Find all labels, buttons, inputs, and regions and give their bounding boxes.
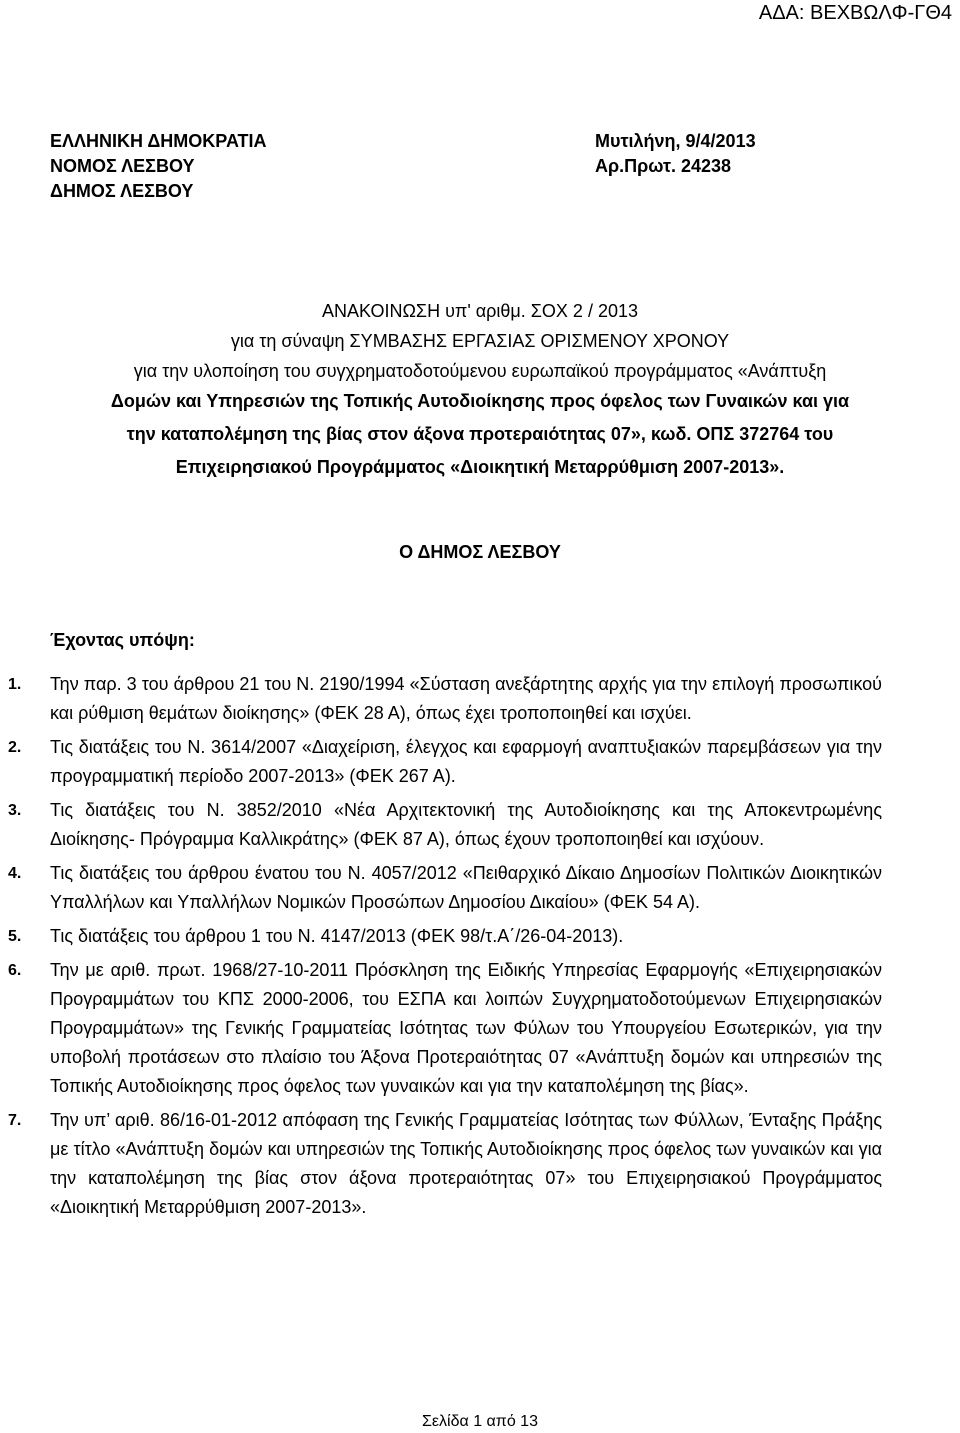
issuer-line: ΝΟΜΟΣ ΛΕΣΒΟΥ: [50, 156, 195, 176]
item-number: 6.: [8, 962, 22, 979]
protocol-number: Αρ.Πρωτ. 24238: [595, 156, 732, 176]
item-text: Τις διατάξεις του Ν. 3614/2007 «Διαχείριση, έλεγχος και εφαρμογή αναπτυξιακών παρεμβάσεων για την προγραμματική περίοδο 2007-2013» (ΦΕΚ 267 Α).: [50, 737, 882, 786]
title-line-5: την καταπολέμηση της βίας στον άξονα προτεραιότητας 07», κωδ. ΟΠΣ 372764 του: [126, 424, 834, 444]
item-text: Την με αριθ. πρωτ. 1968/27-10-2011 Πρόσκληση της Ειδικής Υπηρεσίας Εφαρμογής «Επιχειρησιακών Προγραμμάτων του ΚΠΣ 2000-2006, του ΕΣΠΑ και λοιπών Συγχρηματοδοτούμενων Επιχειρησιακών Προγραμμάτων» της Γενικής Γραμματείας Ισότητας των Φύλων του Υπουργείου Εσωτερικών, για την υποβολή προτάσεων στο πλαίσιο του Άξονα Προτεραιότητας 07 «Ανάπτυξη δομών και υπηρεσιών της Τοπικής Αυτοδιοίκησης προς όφελος των γυναικών και για την καταπολέμηση της βίας».: [50, 960, 882, 1096]
issuer-header: [50, 129, 266, 204]
considerations-list: [0, 670, 960, 1222]
list-item: [0, 733, 960, 791]
list-item: [0, 956, 960, 1101]
item-number: 7.: [8, 1112, 22, 1129]
page-number: Σελίδα 1 από 13: [422, 1413, 538, 1430]
issuer-line: ΕΛΛΗΝΙΚΗ ΔΗΜΟΚΡΑΤΙΑ: [50, 131, 267, 151]
considering-label: Έχοντας υπόψη:: [50, 630, 195, 650]
title-line-3: για την υλοποίηση του συγχρηματοδοτούμενου ευρωπαϊκού προγράμματος «Ανάπτυξη: [133, 361, 827, 381]
item-text: Τις διατάξεις του άρθρου 1 του Ν. 4147/2013 (ΦΕΚ 98/τ.Α΄/26-04-2013).: [50, 926, 624, 946]
list-item: [0, 1106, 960, 1222]
list-item: [0, 922, 960, 951]
title-line-2: για τη σύναψη ΣΥΜΒΑΣΗΣ ΕΡΓΑΣΙΑΣ ΟΡΙΣΜΕΝΟΥ ΧΡΟΝΟΥ: [230, 331, 730, 351]
list-item: [0, 859, 960, 917]
list-item: [0, 670, 960, 728]
announcement-title: [0, 297, 960, 484]
ada-code: ΑΔΑ: ΒΕΧΒΩΛΦ-ΓΘ4: [758, 2, 952, 24]
item-number: 2.: [8, 739, 22, 756]
item-number: 3.: [8, 802, 22, 819]
item-number: 1.: [8, 676, 22, 693]
issuer-line: ΔΗΜΟΣ ΛΕΣΒΟΥ: [50, 181, 194, 201]
date-protocol-block: [595, 129, 756, 179]
item-text: Τις διατάξεις του Ν. 3852/2010 «Νέα Αρχιτεκτονική της Αυτοδιοίκησης και της Αποκεντρωμένης Διοίκησης- Πρόγραμμα Καλλικράτης» (ΦΕΚ 87 Α), όπως έχουν τροποποιηθεί και ισχύουν.: [50, 800, 882, 849]
item-text: Τις διατάξεις του άρθρου ένατου του Ν. 4057/2012 «Πειθαρχικό Δίκαιο Δημοσίων Πολιτικών Διοικητικών Υπαλλήλων και Υπαλλήλων Νομικών Προσώπων Δημοσίου Δικαίου» (ΦΕΚ 54 Α).: [50, 863, 882, 912]
item-text: Την υπ’ αριθ. 86/16-01-2012 απόφαση της Γενικής Γραμματείας Ισότητας των Φύλλων, Ένταξης Πράξης με τίτλο «Ανάπτυξη δομών και υπηρεσιών της Τοπικής Αυτοδιοίκησης προς όφελος των γυναικών και για την καταπολέμηση της βίας στον άξονα προτεραιότητας 07» του Επιχειρησιακού Προγράμματος «Διοικητική Μεταρρύθμιση 2007-2013».: [50, 1110, 882, 1217]
title-line-4: Δομών και Υπηρεσιών της Τοπικής Αυτοδιοίκησης προς όφελος των Γυναικών και για: [110, 391, 850, 411]
item-text: Την παρ. 3 του άρθρου 21 του Ν. 2190/1994 «Σύσταση ανεξάρτητης αρχής για την επιλογή προσωπικού και ρύθμιση θεμάτων διοίκησης» (ΦΕΚ 28 Α), όπως έχει τροποποιηθεί και ισχύει.: [50, 674, 882, 723]
item-number: 5.: [8, 928, 22, 945]
list-item: [0, 796, 960, 854]
title-line-1: ΑΝΑΚΟΙΝΩΣΗ υπ' αριθμ. ΣΟΧ 2 / 2013: [322, 301, 638, 321]
title-line-6: Επιχειρησιακού Προγράμματος «Διοικητική Μεταρρύθμιση 2007-2013».: [175, 457, 785, 477]
item-number: 4.: [8, 865, 22, 882]
authority-heading: Ο ΔΗΜΟΣ ΛΕΣΒΟΥ: [399, 542, 561, 562]
place-date: Μυτιλήνη, 9/4/2013: [595, 131, 756, 151]
